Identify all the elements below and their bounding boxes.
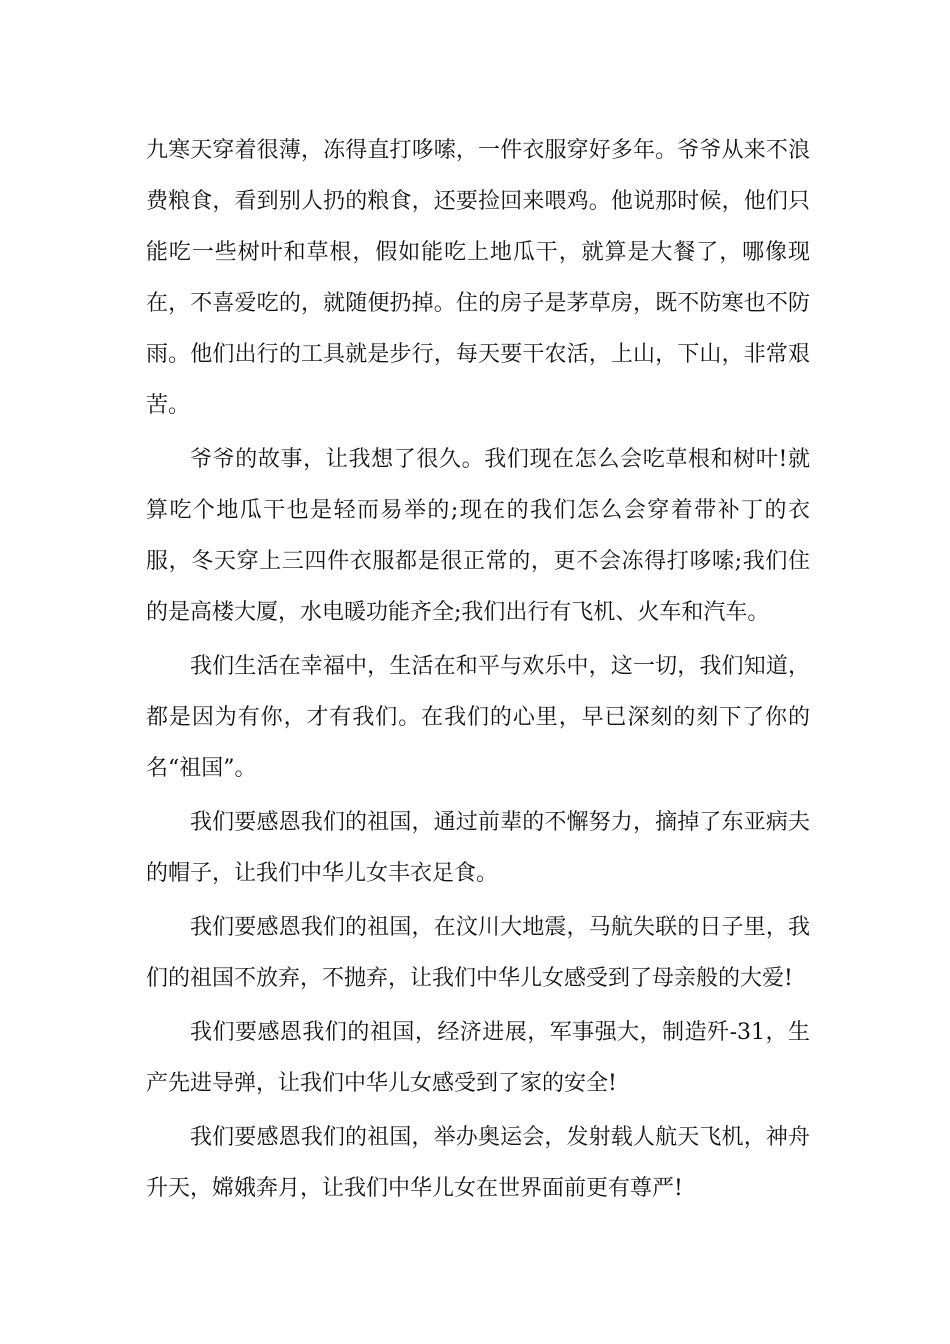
paragraph: 我们要感恩我们的祖国，经济进展，军事强大，制造歼-31，生产先进导弹，让我们中华儿女感受到了家的安全! (146, 1020, 810, 1096)
paragraph: 我们要感恩我们的祖国，在汶川大地震，马航失联的日子里，我们的祖国不放弃，不抛弃，让我们中华儿女感受到了母亲般的大爱! (146, 915, 810, 991)
paragraph-continued: 九寒天穿着很薄，冻得直打哆嗦，一件衣服穿好多年。爷爷从来不浪费粮食，看到别人扔的粮食，还要捡回来喂鸡。他说那时候，他们只能吃一些树叶和草根，假如能吃上地瓜干，就算是大餐了，哪像现在，不喜爱吃的，就随便扔掉。住的房子是茅草房，既不防寒也不防雨。他们出行的工具就是步行，每天要干农活，上山，下山，非常艰苦。 (146, 138, 810, 418)
document-body (146, 125, 810, 1214)
paragraph: 爷爷的故事，让我想了很久。我们现在怎么会吃草根和树叶!就算吃个地瓜干也是轻而易举的;现在的我们怎么会穿着带补丁的衣服，冬天穿上三四件衣服都是很正常的，更不会冻得打哆嗦;我们住的是高楼大厦，水电暖功能齐全;我们出行有飞机、火车和汽车。 (146, 447, 810, 625)
paragraph: 我们要感恩我们的祖国，通过前辈的不懈努力，摘掉了东亚病夫的帽子，让我们中华儿女丰衣足食。 (146, 810, 810, 886)
paragraph: 我们生活在幸福中，生活在和平与欢乐中，这一切，我们知道，都是因为有你，才有我们。在我们的心里，早已深刻的刻下了你的名“祖国”。 (146, 654, 810, 781)
paragraph: 我们要感恩我们的祖国，举办奥运会，发射载人航天飞机，神舟升天，嫦娥奔月，让我们中华儿女在世界面前更有尊严! (146, 1125, 810, 1201)
